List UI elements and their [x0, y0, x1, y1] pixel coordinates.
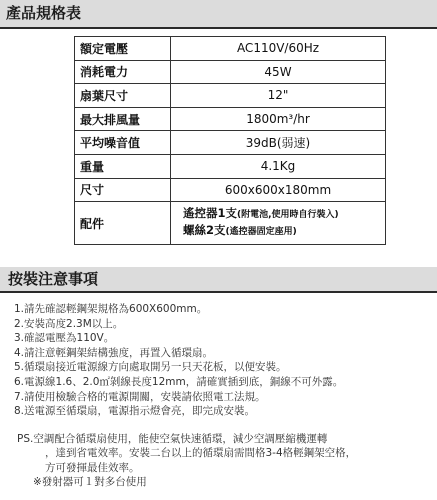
- install-notes-list: [14, 302, 343, 419]
- table-row: [75, 84, 386, 108]
- spec-title-underline: [0, 27, 437, 29]
- spec-value-weight: 4.1Kg: [171, 154, 386, 178]
- install-title-underline: [0, 291, 437, 293]
- list-item: 5.循環扇接近電源線方向處取開另一只天花板，以便安裝。: [14, 361, 287, 374]
- accessory-screws: 螺絲2支(遙控器固定座用): [183, 223, 297, 238]
- list-item: 6.電源線1.6、2.0㎡剝線長度12mm，請確實插到底，銅線不可外露。: [14, 375, 344, 388]
- spec-label-noise: 平均噪音值: [75, 131, 171, 155]
- install-section-title: 按裝注意事項: [0, 267, 437, 291]
- ps-line: ※發射器可１對多台使用: [33, 476, 147, 489]
- list-item: 1.請先確認輕鋼架規格為600X600mm。: [14, 303, 208, 315]
- spec-table: [74, 36, 386, 245]
- spec-value-accessories: [171, 202, 386, 245]
- accessory-remote: 遙控器1支(附電池,使用時自行裝入): [183, 206, 339, 221]
- spec-label-airflow: 最大排風量: [75, 107, 171, 131]
- spec-value-power: 45W: [171, 60, 386, 84]
- spec-section-title: 產品規格表: [0, 0, 437, 27]
- spec-label-dimensions: 尺寸: [75, 178, 171, 202]
- spec-value-dimensions: 600x600x180mm: [171, 178, 386, 202]
- spec-label-power: 消耗電力: [75, 60, 171, 84]
- list-item: 2.安裝高度2.3M以上。: [14, 317, 124, 330]
- spec-value-noise: 39dB(弱速): [171, 131, 386, 155]
- table-row: [75, 107, 386, 131]
- list-item: 8.送電源至循環扇，電源指示燈會亮，即完成安裝。: [14, 405, 256, 418]
- table-row: [75, 178, 386, 202]
- ps-line: 方可發揮最佳效率。: [45, 461, 140, 474]
- table-row: [75, 154, 386, 178]
- spec-value-blade-size: 12": [171, 84, 386, 108]
- spec-value-voltage: AC110V/60Hz: [171, 37, 386, 61]
- table-row: [75, 131, 386, 155]
- table-row: [75, 202, 386, 245]
- list-item: 4.請注意輕鋼架結構強度，再置入循環扇。: [14, 346, 214, 359]
- ps-line: ，達到省電效率。安裝二台以上的循環扇需間格3-4格輕鋼架空格，: [45, 447, 357, 460]
- list-item: 3.確認電壓為110V。: [14, 332, 115, 345]
- spec-label-voltage: 額定電壓: [75, 37, 171, 61]
- spec-label-blade-size: 扇葉尺寸: [75, 84, 171, 108]
- spec-value-airflow: 1800m³/hr: [171, 107, 386, 131]
- list-item: 7.請使用檢驗合格的電源開關，安裝請依照電工法規。: [14, 390, 266, 403]
- spec-label-accessories: 配件: [75, 202, 171, 245]
- ps-line: PS.空調配合循環扇使用，能使空氣快速循環，減少空調壓縮機運轉: [17, 433, 328, 445]
- spec-label-weight: 重量: [75, 154, 171, 178]
- table-row: [75, 60, 386, 84]
- ps-note: [17, 432, 427, 490]
- table-row: [75, 37, 386, 61]
